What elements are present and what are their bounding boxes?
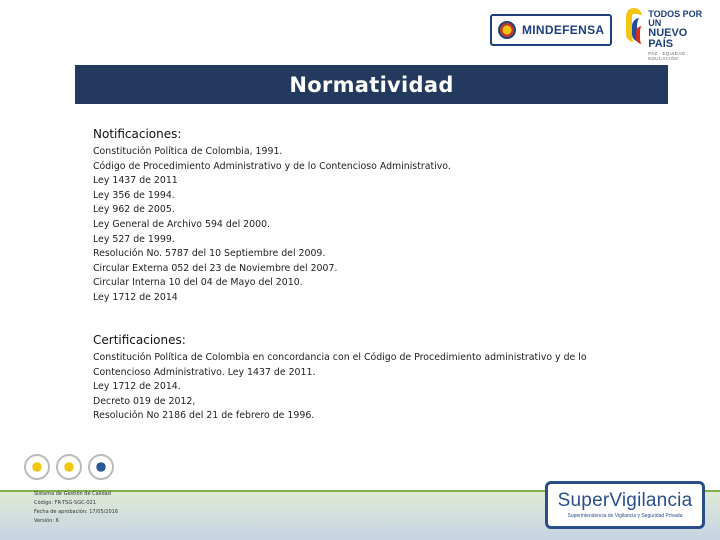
- mindefensa-label: MINDEFENSA: [522, 23, 605, 37]
- notificaciones-section: [93, 127, 653, 306]
- certificaciones-heading: Certificaciones:: [93, 333, 186, 347]
- list-item: Ley 356 de 1994.: [93, 189, 175, 201]
- footer-quality-info: [34, 490, 184, 526]
- mindefensa-logo: [490, 14, 612, 46]
- list-item: Ley General de Archivo 594 del 2000.: [93, 218, 271, 230]
- colombia-seal-icon: [498, 21, 516, 39]
- certificaciones-list: [93, 351, 653, 424]
- list-item: Constitución Política de Colombia, 1991.: [93, 146, 283, 157]
- list-item: Ley 527 de 1999.: [93, 233, 175, 245]
- tricolor-swirl-icon: [624, 6, 644, 46]
- list-item: Código de Procedimiento Administrativo y de lo Contencioso Administrativo.: [93, 160, 451, 172]
- certificaciones-section: [93, 333, 653, 424]
- notificaciones-list: [93, 145, 653, 306]
- list-item: Resolución No. 5787 del 10 Septiembre del 2009.: [93, 248, 326, 260]
- supervigilancia-subtitle: Superintendencia de Vigilancia y Seguridad Privada: [567, 513, 683, 519]
- todos-por-un-nuevo-pais-logo: [624, 6, 714, 61]
- list-item: Ley 1712 de 2014.: [93, 381, 181, 393]
- certification-seals: [24, 454, 114, 480]
- list-item: Ley 1712 de 2014: [93, 291, 178, 303]
- title-banner: [75, 65, 668, 104]
- list-item: Resolución No 2186 del 21 de febrero de 1996.: [93, 410, 315, 422]
- list-item: Contencioso Administrativo. Ley 1437 de 2011.: [93, 366, 316, 378]
- page-title: Normatividad: [289, 72, 454, 97]
- list-item: Ley 962 de 2005.: [93, 204, 175, 216]
- list-item: Circular Interna 10 del 04 de Mayo del 2010.: [93, 277, 303, 289]
- supervigilancia-name: SuperVigilancia: [557, 490, 693, 511]
- list-item: Decreto 019 de 2012,: [93, 395, 196, 407]
- list-item: Circular Externa 052 del 23 de Noviembre del 2007.: [93, 262, 338, 274]
- notificaciones-heading: Notificaciones:: [93, 127, 182, 141]
- list-item: Constitución Política de Colombia en concordancia con el Código de Procedimiento administrativo y de lo: [93, 352, 587, 363]
- footer-line: Código: FR-TSG-SGC-021: [34, 500, 96, 506]
- footer-line: Sistema de Gestión de Calidad: [34, 491, 111, 497]
- list-item: Ley 1437 de 2011: [93, 175, 178, 187]
- todos-tagline: PAZ · EQUIDAD · EDUCACIÓN: [648, 51, 689, 61]
- colombia-map-seal-icon: [88, 454, 114, 480]
- quality-seal-icon: [56, 454, 82, 480]
- supervigilancia-logo: [545, 481, 705, 529]
- footer-line: Fecha de aprobación: 17/05/2016: [34, 509, 119, 515]
- todos-line2: NUEVO PAÍS: [648, 27, 688, 50]
- todos-line1: TODOS POR UN: [648, 9, 703, 28]
- footer-line: Versión: 6: [34, 518, 59, 524]
- quality-seal-icon: [24, 454, 50, 480]
